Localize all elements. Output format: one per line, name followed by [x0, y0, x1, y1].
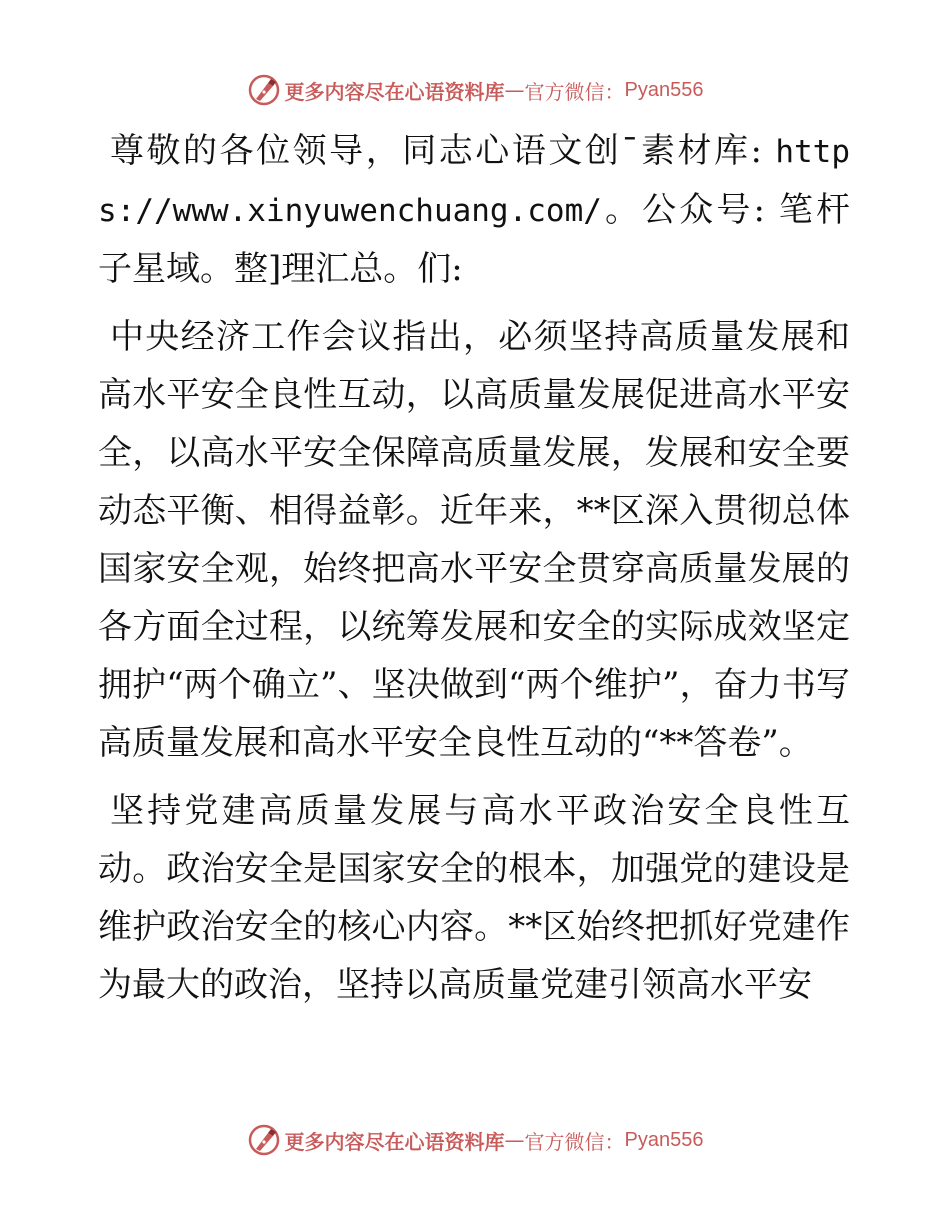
footer-brand-text: 更多内容尽在心语资料库 — [284, 1129, 505, 1154]
paragraph-intro: 中央经济工作会议指出，必须坚持高质量发展和高水平安全良性互动，以高质量发展促进高水平安全，以高水平安全保障高质量发展，发展和安全要动态平衡、相得益彰。近年来，**区深入贯彻总体国家安全观，始终把高水平安全贯穿高质量发展的各方面全过程，以统筹发展和安全的实际成效坚定拥护“两个确立”、坚决做到“两个维护”，奋力书写高质量发展和高水平安全良性互动的“**答卷”。 — [98, 317, 850, 763]
pen-nib-logo-icon — [247, 1123, 281, 1157]
header-brand-text: 更多内容尽在心语资料库 — [284, 79, 505, 104]
header-separator: — — [504, 78, 525, 102]
footer-separator: — — [504, 1128, 525, 1152]
pen-nib-logo-icon — [247, 73, 281, 107]
footer-banner — [0, 1120, 950, 1160]
greeting-text: 尊敬的各位领导，同志心语文创¯素材库: — [110, 131, 762, 171]
website-url: https://www.xinyuwenchuang.com/ — [98, 134, 850, 229]
paragraph-greeting — [98, 122, 850, 298]
document-body — [98, 122, 850, 1024]
header-wechat-label: 官方微信： — [524, 79, 625, 104]
greeting-text-continued: 。公众号: 笔杆子星域。整]理汇总。们: — [98, 190, 850, 289]
paragraph-party-building: 坚持党建高质量发展与高水平政治安全良性互动。政治安全是国家安全的根本，加强党的建设是维护政治安全的核心内容。**区始终把抓好党建作为最大的政治，坚持以高质量党建引领高水平安 — [98, 791, 850, 1005]
header-wechat-id: Pyan556 — [624, 78, 704, 101]
header-banner — [0, 70, 950, 110]
footer-wechat-id: Pyan556 — [624, 1128, 704, 1151]
footer-wechat-label: 官方微信： — [524, 1129, 625, 1154]
